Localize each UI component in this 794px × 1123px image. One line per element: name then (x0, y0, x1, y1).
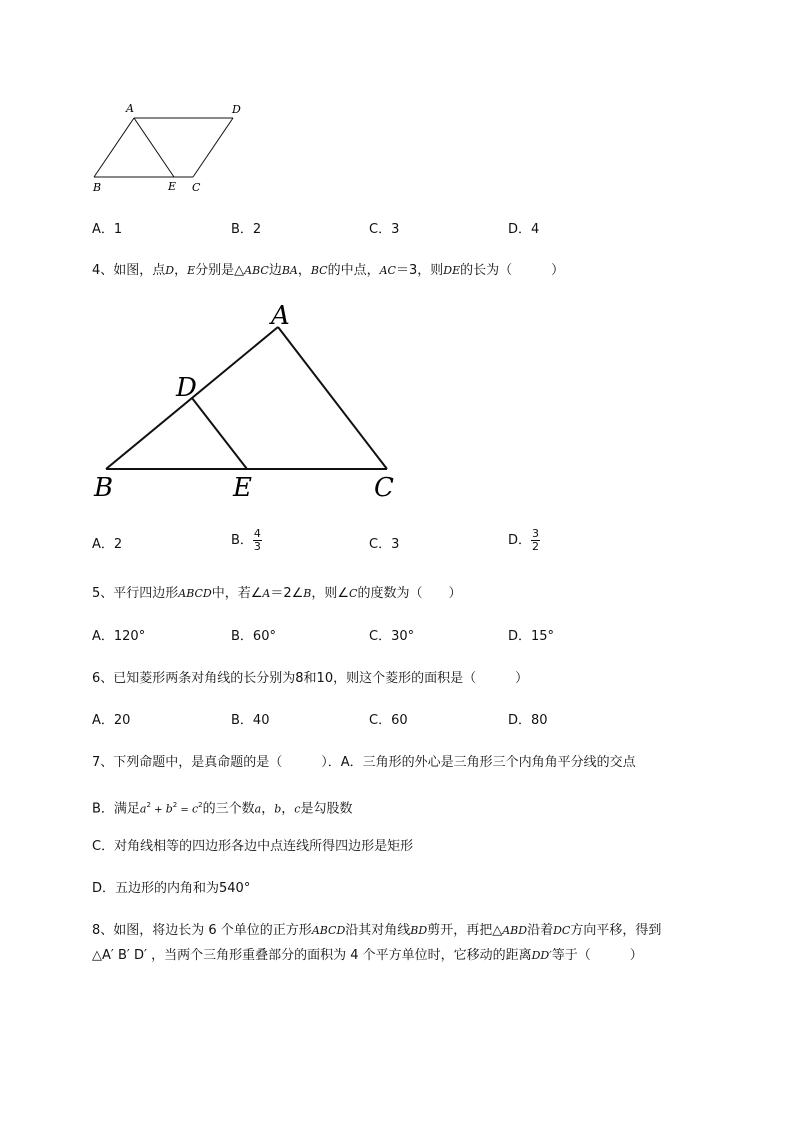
label-D: D (232, 103, 241, 116)
q7-text: 的三个数 (202, 801, 255, 817)
var-DE: DE (443, 264, 461, 277)
var-A: A (262, 587, 271, 600)
var-b: b (165, 802, 173, 816)
q4-text: 的中点， (327, 263, 380, 278)
var-AC: AC (379, 264, 396, 277)
q5-option-c: C．30° (369, 629, 415, 644)
label-C: C (192, 181, 201, 194)
equals-sign: = (177, 804, 192, 816)
label-B: B (93, 181, 102, 194)
q4-text: 的长为（ ） (460, 263, 565, 278)
var-ABCD: ABCD (311, 924, 346, 937)
plus-sign: + (150, 804, 166, 816)
q5-text: ，则∠ (311, 586, 350, 601)
denominator: 2 (532, 540, 540, 553)
fraction (253, 528, 262, 553)
var-BC: BC (310, 264, 328, 277)
q4-option-c: C．3 (369, 537, 400, 552)
var-B: B (303, 587, 312, 600)
label-A: A (271, 301, 290, 331)
label-E: E (168, 180, 177, 193)
var-BA: BA (281, 264, 298, 277)
q6-option-a: A．20 (92, 713, 131, 728)
var-a: a (139, 802, 147, 816)
q5-text: 的度数为（ ） (357, 586, 462, 601)
fraction (531, 528, 540, 553)
label-B: B (94, 473, 114, 503)
q3-option-d: D．4 (508, 222, 540, 237)
q4-option-b (231, 528, 262, 553)
q7-text: B．满足 (92, 801, 140, 817)
q8-text: 等于（ ） (551, 948, 643, 963)
denominator: 3 (253, 540, 261, 553)
q3-option-a: A．1 (92, 222, 123, 237)
q5-option-b: B．60° (231, 629, 276, 644)
var-c: c (191, 802, 199, 816)
q5-text: ＝2∠ (270, 586, 304, 601)
q4-text: ， (297, 263, 311, 278)
var-ABCD: ABCD (178, 587, 212, 600)
q6-option-d: D．80 (508, 713, 548, 728)
q5-option-d: D．15° (508, 629, 555, 644)
var-c: c (294, 802, 301, 816)
exponent: 2 (146, 801, 151, 809)
var-BD: BD (410, 924, 428, 937)
q7-option-d: D．五边形的内角和为540° (92, 881, 251, 896)
segment-AC (278, 327, 387, 469)
q8-text: 8、如图，将边长为 6 个单位的正方形 (92, 923, 312, 938)
segment-DE (192, 398, 247, 469)
exponent: 2 (198, 801, 203, 809)
segment-AB (94, 118, 134, 177)
q6-question: 6、已知菱形两条对角线的长分别为8和10，则这个菱形的面积是（ ） (92, 671, 529, 686)
label-D: D (176, 373, 197, 403)
q5-text: 中，若∠ (211, 586, 263, 601)
q4-text: ， (174, 263, 188, 278)
option-label: B． (231, 533, 253, 548)
q4-option-a: A．2 (92, 537, 123, 552)
q8-question-line2 (92, 947, 643, 965)
q5-text: 5、平行四边形 (92, 586, 179, 601)
q4-option-d (508, 528, 540, 553)
segment-CD (193, 118, 233, 177)
q4-text: ＝3，则 (395, 263, 444, 278)
exponent: 2 (172, 801, 178, 809)
q7-text: ， (281, 801, 295, 817)
var-DDprime: DD′ (531, 949, 552, 962)
q6-option-b: B．40 (231, 713, 270, 728)
var-DC: DC (553, 924, 571, 937)
q7-option-b (92, 796, 352, 819)
var-b: b (274, 802, 282, 816)
var-a: a (254, 802, 262, 816)
q4-question (92, 262, 564, 280)
q3-option-c: C．3 (369, 222, 400, 237)
q4-text: 边 (268, 263, 282, 278)
q5-option-a: A．120° (92, 629, 146, 644)
q6-option-c: C．60 (369, 713, 408, 728)
var-E: E (187, 264, 196, 277)
q4-text: 4、如图，点 (92, 263, 166, 278)
q3-option-b: B．2 (231, 222, 262, 237)
label-C: C (374, 473, 394, 503)
label-E: E (233, 473, 252, 503)
var-ABD: ABD (502, 924, 528, 937)
label-A: A (126, 102, 134, 115)
segment-AE (134, 118, 174, 177)
var-C: C (349, 587, 358, 600)
q7-text: 是勾股数 (300, 801, 353, 817)
q7-option-c: C．对角线相等的四边形各边中点连线所得四边形是矩形 (92, 839, 414, 854)
triangle-figure (90, 296, 410, 506)
q8-text: 沿其对角线 (345, 923, 411, 938)
q7-question: 7、下列命题中，是真命题的是（ ）．A．三角形的外心是三角形三个内角角平分线的交点 (92, 755, 636, 770)
q8-text: 沿着 (527, 923, 554, 938)
q8-text: △A′ B′ D′ ，当两个三角形重叠部分的面积为 4 个平方单位时，它移动的距离 (92, 948, 532, 963)
parallelogram-figure (88, 98, 258, 198)
q8-question-line1 (92, 922, 661, 940)
q4-text: 分别是△ (195, 263, 245, 278)
q8-text: 方向平移，得到 (570, 923, 662, 938)
q5-question (92, 585, 461, 603)
numerator: 3 (532, 527, 540, 540)
var-ABC: ABC (244, 264, 269, 277)
q8-text: 剪开，再把△ (427, 923, 503, 938)
numerator: 4 (253, 527, 261, 540)
var-D: D (165, 264, 175, 277)
option-label: D． (508, 533, 532, 548)
q7-text: ， (261, 801, 275, 817)
